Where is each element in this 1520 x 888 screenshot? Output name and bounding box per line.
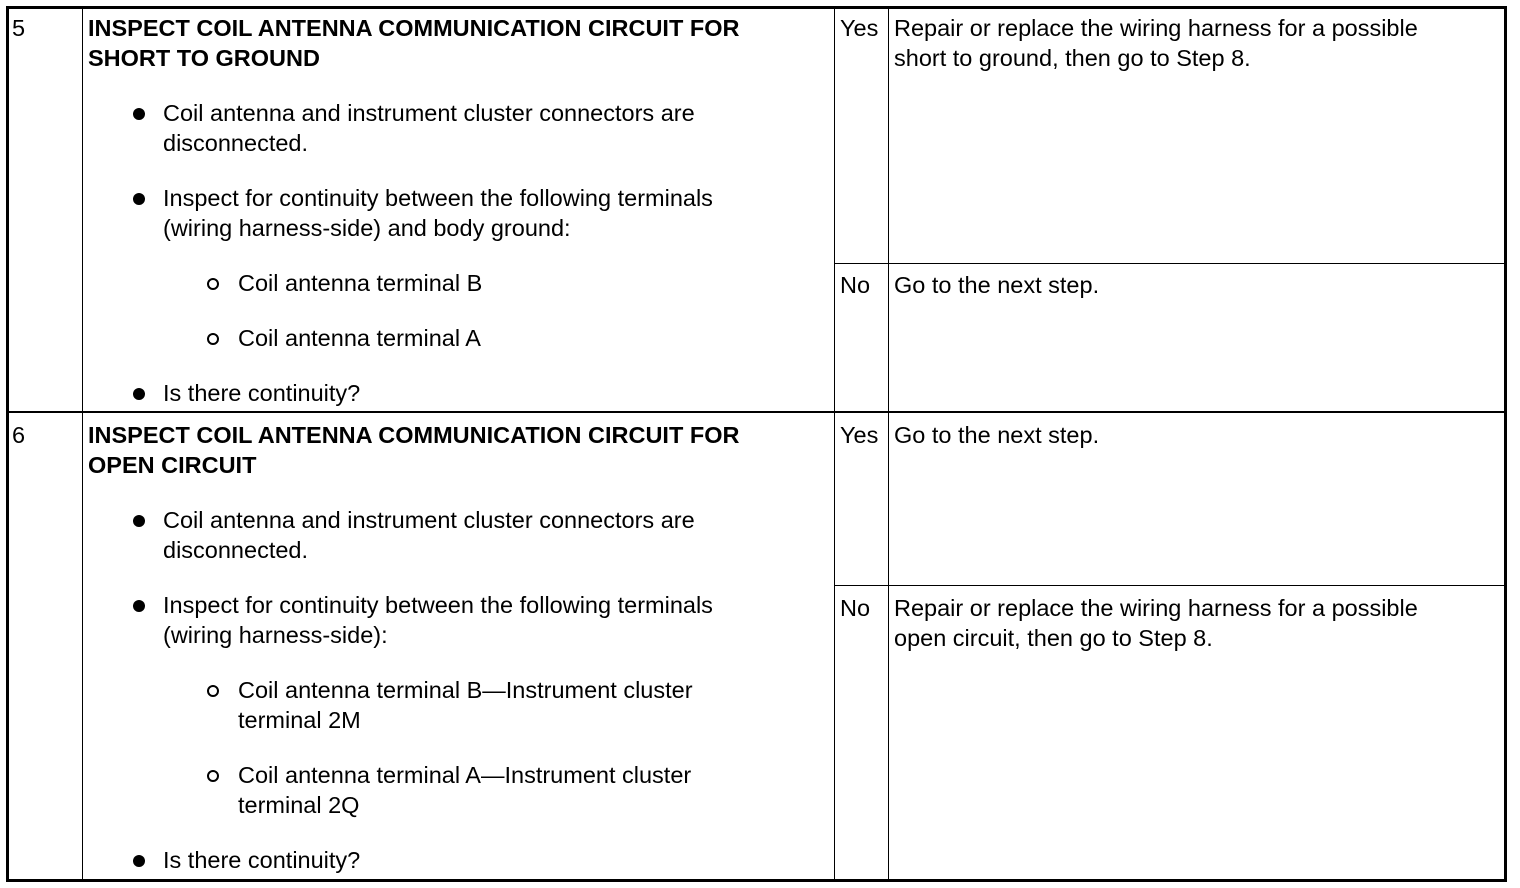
result-divider-step6 (834, 585, 1507, 586)
no-result: Repair or replace the wiring harness for a possible (894, 595, 1418, 621)
column-divider-result (888, 6, 889, 882)
column-divider-action (834, 6, 835, 882)
bullet-text: Inspect for continuity between the following terminals (163, 185, 713, 211)
yes-label: Yes (840, 422, 879, 448)
sub-bullet-text: Coil antenna terminal B—Instrument cluster (238, 677, 693, 703)
bullet-text: Is there continuity? (163, 847, 361, 873)
sub-bullet-text: Coil antenna terminal B (238, 270, 483, 296)
step-title: SHORT TO GROUND (88, 45, 320, 71)
bullet-icon (133, 600, 145, 612)
sub-bullet-text: Coil antenna terminal A (238, 325, 481, 351)
no-result: Go to the next step. (894, 272, 1100, 298)
yes-label: Yes (840, 15, 879, 41)
step-title: INSPECT COIL ANTENNA COMMUNICATION CIRCUIT FOR (88, 15, 740, 41)
step-title: INSPECT COIL ANTENNA COMMUNICATION CIRCUIT FOR (88, 422, 740, 448)
step-number: 5 (12, 15, 26, 41)
step-number: 6 (12, 422, 26, 448)
bullet-text: (wiring harness-side): (163, 622, 388, 648)
bullet-icon (133, 515, 145, 527)
sub-bullet-icon (207, 770, 219, 782)
yes-result: Repair or replace the wiring harness for a possible (894, 15, 1418, 41)
sub-bullet-icon (207, 685, 219, 697)
bullet-text: disconnected. (163, 537, 309, 563)
no-result: open circuit, then go to Step 8. (894, 625, 1213, 651)
bullet-icon (133, 108, 145, 120)
sub-bullet-icon (207, 333, 219, 345)
bullet-icon (133, 193, 145, 205)
row-divider (6, 411, 1507, 413)
sub-bullet-text: terminal 2M (238, 707, 361, 733)
result-divider-step5 (834, 263, 1507, 264)
step-title: OPEN CIRCUIT (88, 452, 257, 478)
sub-bullet-icon (207, 278, 219, 290)
bullet-text: Inspect for continuity between the following terminals (163, 592, 713, 618)
bullet-icon (133, 388, 145, 400)
no-label: No (840, 595, 871, 621)
bullet-text: (wiring harness-side) and body ground: (163, 215, 571, 241)
bullet-text: disconnected. (163, 130, 309, 156)
bullet-text: Coil antenna and instrument cluster connectors are (163, 507, 695, 533)
column-divider-number (82, 6, 83, 882)
bullet-text: Is there continuity? (163, 380, 361, 406)
no-label: No (840, 272, 871, 298)
bullet-text: Coil antenna and instrument cluster connectors are (163, 100, 695, 126)
sub-bullet-text: Coil antenna terminal A—Instrument cluster (238, 762, 692, 788)
sub-bullet-text: terminal 2Q (238, 792, 360, 818)
yes-result: Go to the next step. (894, 422, 1100, 448)
yes-result: short to ground, then go to Step 8. (894, 45, 1251, 71)
bullet-icon (133, 855, 145, 867)
